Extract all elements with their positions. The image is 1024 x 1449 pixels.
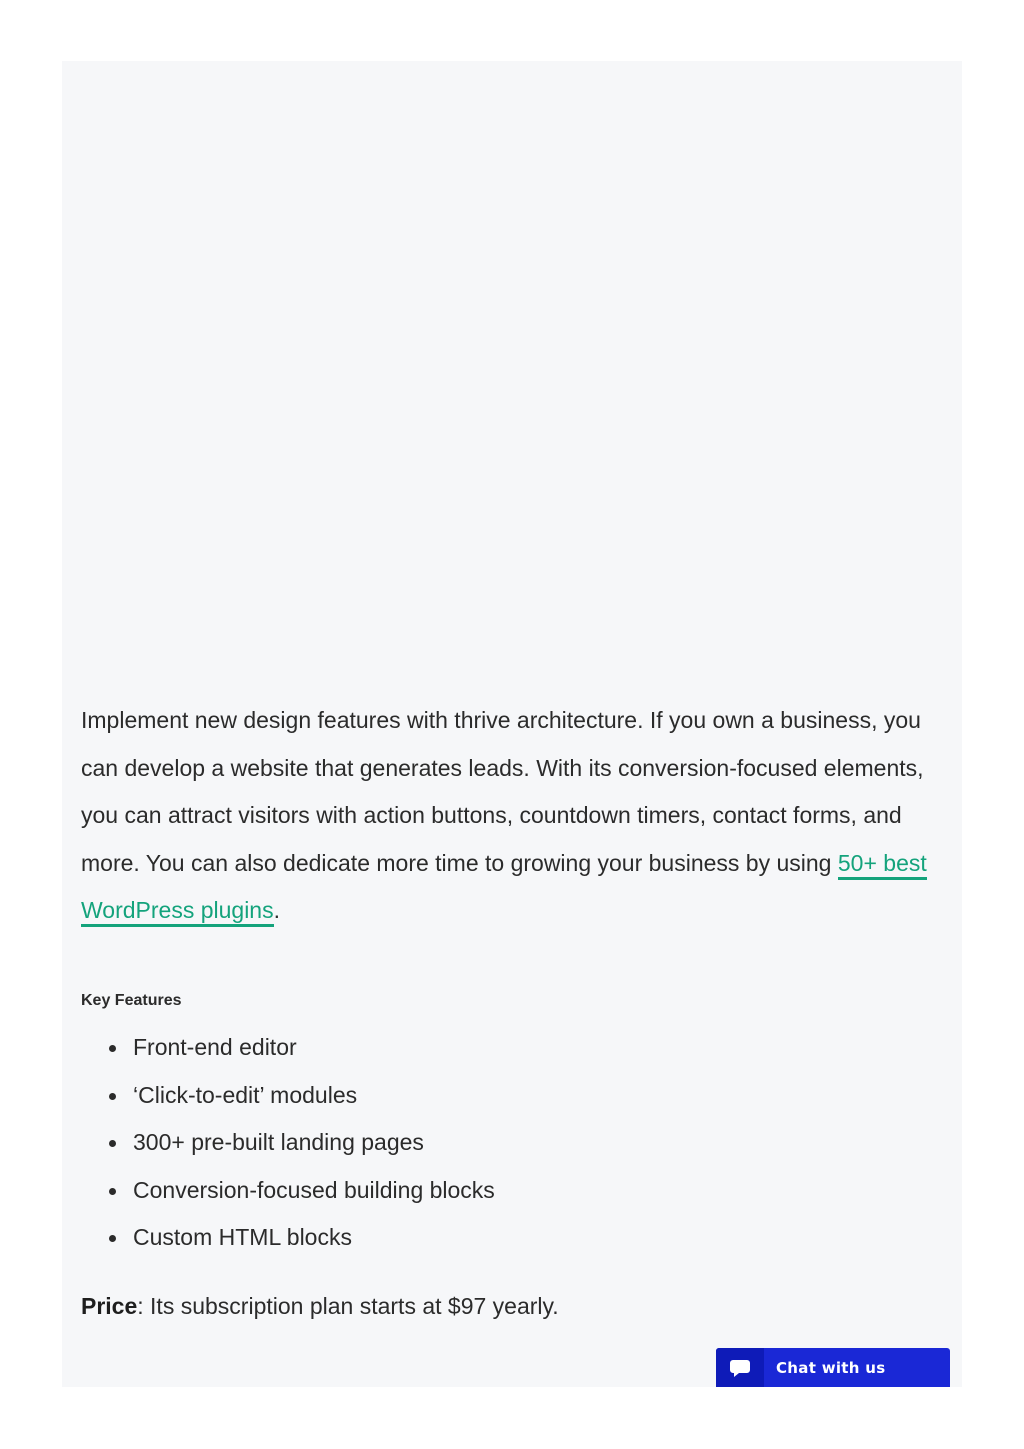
price-text: : Its subscription plan starts at $97 yearly. [137,1293,559,1319]
feature-text: ‘Click-to-edit’ modules [133,1081,358,1108]
list-item [81,1119,495,1167]
bullet-icon [109,1045,116,1052]
list-item [81,1214,495,1262]
best-wordpress-plugins-link[interactable]: 50+ best WordPress plugins [81,850,927,928]
bullet-icon [109,1140,116,1147]
feature-text: Custom HTML blocks [133,1224,352,1251]
list-item [81,1167,495,1215]
chat-bubble-icon [716,1348,764,1387]
paragraph-end: . [273,897,280,923]
list-item [81,1024,495,1072]
list-item [81,1072,495,1120]
chat-button-label: Chat with us [776,1358,886,1377]
paragraph-text: Implement new design features with thrive architecture. If you own a business, you can develop a website that generates leads. With its conversion-focused elements, you can attract visitors with action buttons, countdown timers, contact forms, and more. You can also dedicate more time to growing your business by using [81,707,924,876]
bullet-icon [109,1093,116,1100]
feature-text: 300+ pre-built landing pages [133,1129,424,1156]
feature-text: Conversion-focused building blocks [133,1176,495,1203]
price-label: Price [81,1293,138,1319]
article-paragraph [81,697,941,935]
chat-with-us-button[interactable] [716,1348,950,1387]
feature-text: Front-end editor [133,1034,297,1060]
price-line [81,1290,559,1322]
key-features-heading: Key Features [81,992,182,1009]
bullet-icon [109,1235,116,1242]
bullet-icon [109,1188,116,1195]
features-list [81,1024,495,1262]
